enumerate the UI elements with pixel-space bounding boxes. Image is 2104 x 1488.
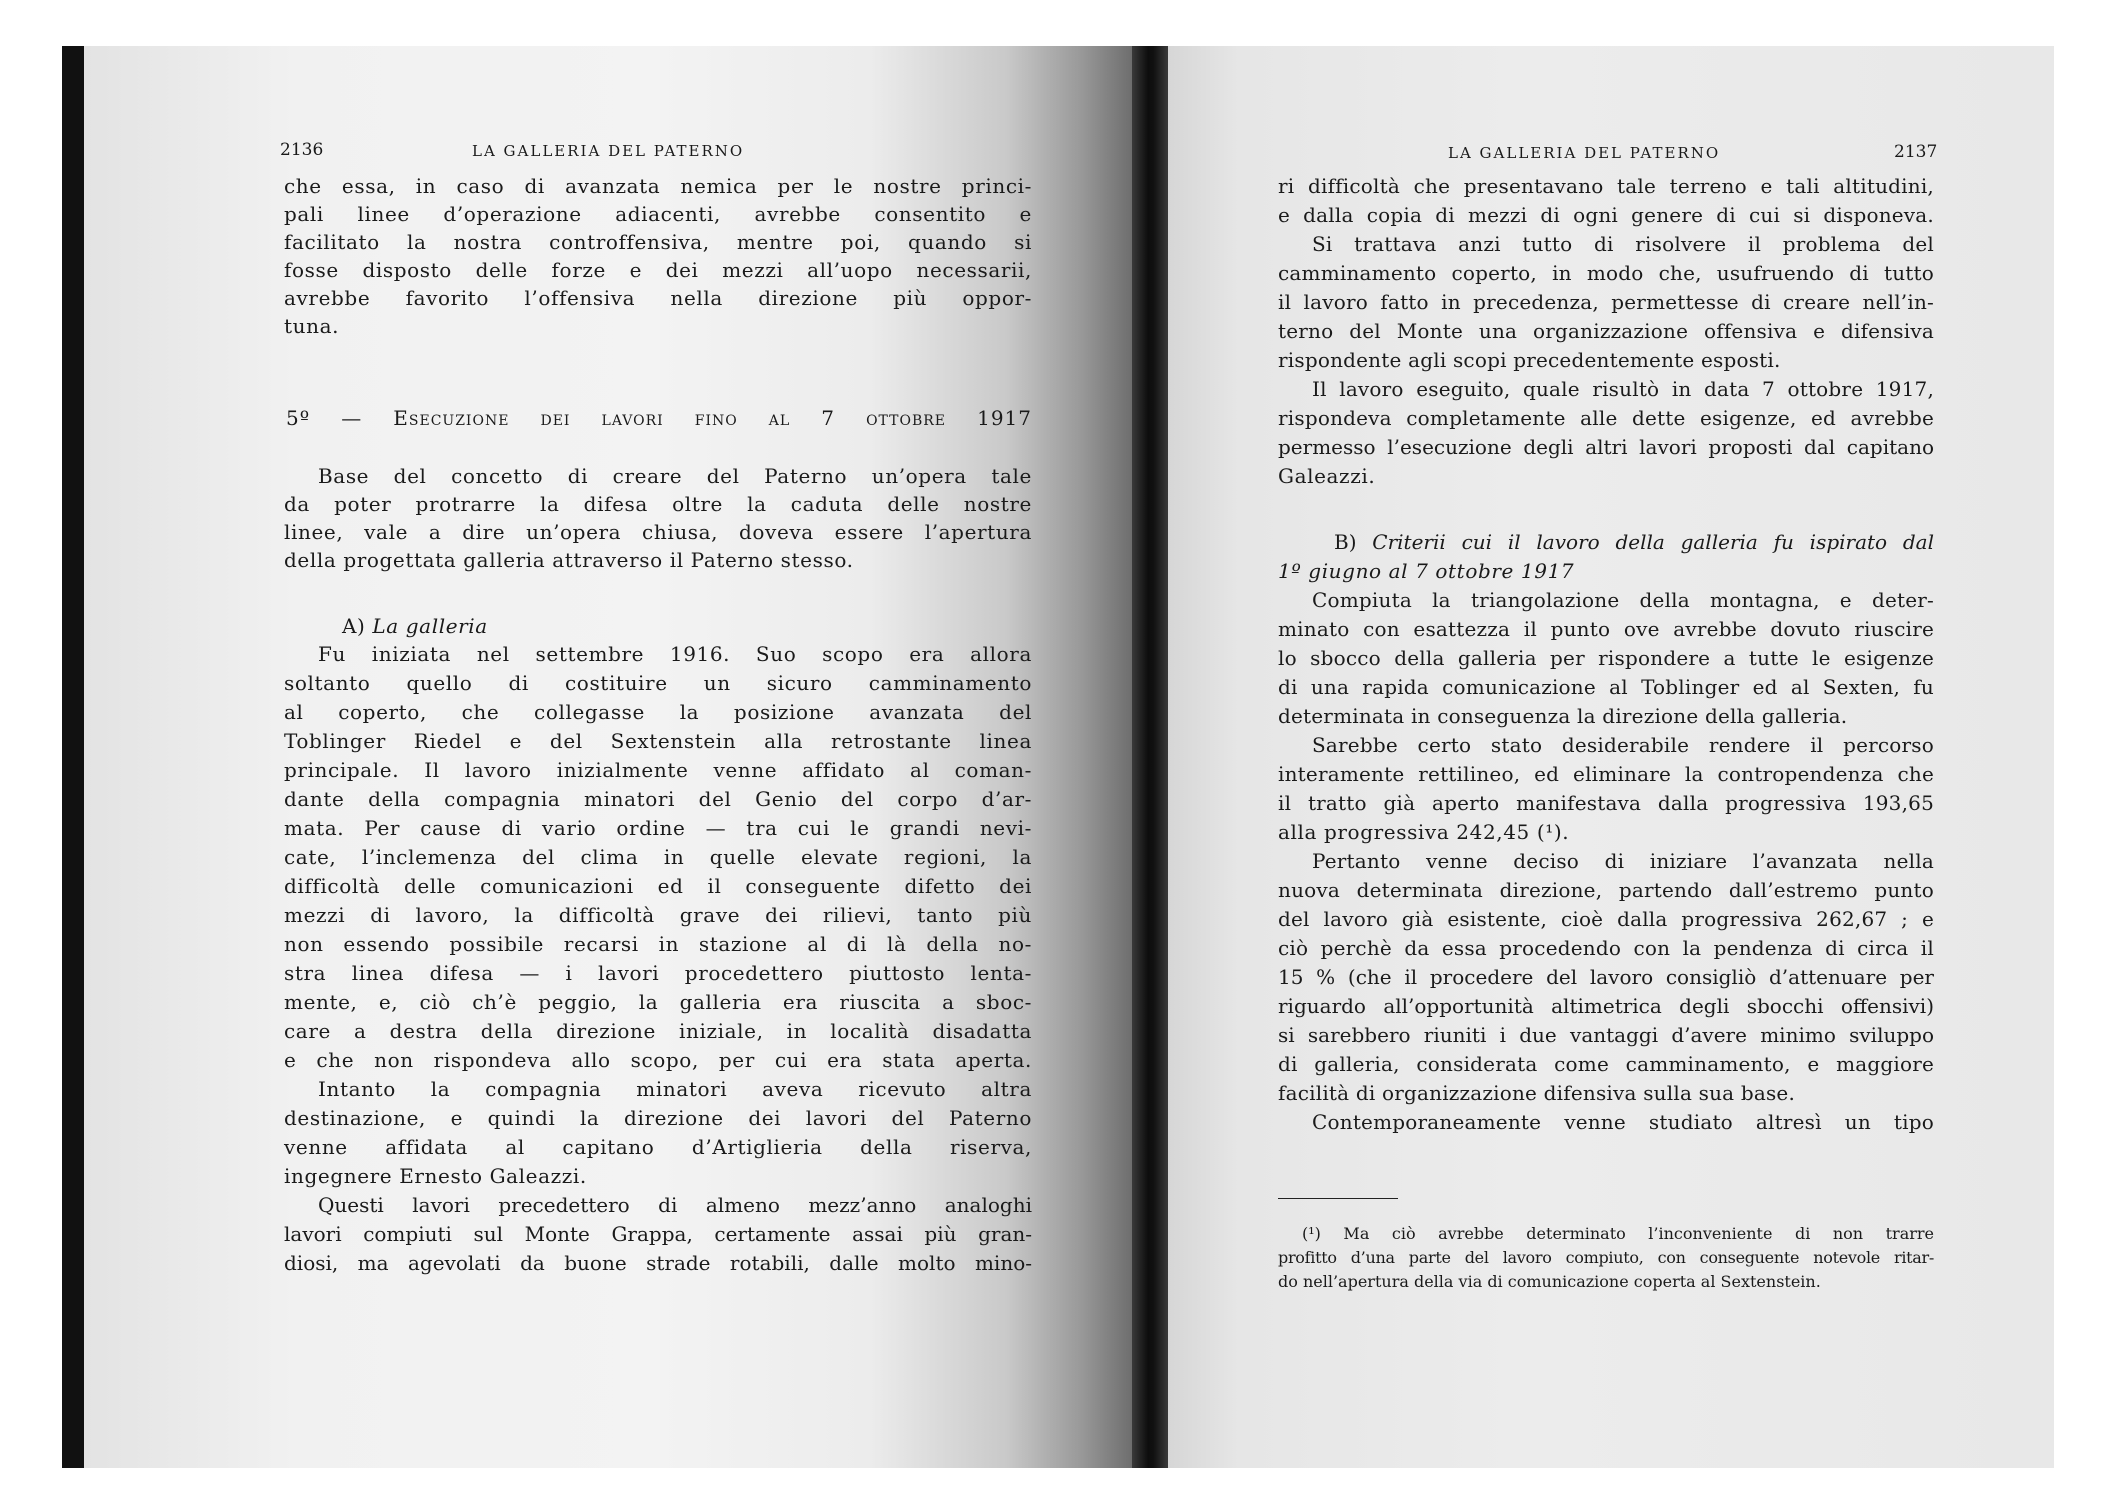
- text-line: avrebbe favorito l’offensiva nella direzione più oppor-: [284, 286, 1032, 310]
- text-line: il lavoro fatto in precedenza, permettesse di creare nell’in-: [1278, 290, 1934, 314]
- running-head: LA GALLERIA DEL PATERNO: [472, 142, 745, 160]
- text-line: rispondente agli scopi precedentemente esposti.: [1278, 348, 1781, 372]
- text-line: principale. Il lavoro inizialmente venne affidato al coman-: [284, 758, 1032, 782]
- footnote-line: do nell’apertura della via di comunicazione coperta al Sextenstein.: [1278, 1272, 1821, 1291]
- text-line: destinazione, e quindi la direzione dei lavori del Paterno: [284, 1106, 1032, 1130]
- book-gutter: [1132, 46, 1168, 1468]
- text-line: Intanto la compagnia minatori aveva ricevuto altra: [318, 1077, 1032, 1101]
- text-line: nuova determinata direzione, partendo dall’estremo punto: [1278, 878, 1934, 902]
- text-line: determinata in conseguenza la direzione della galleria.: [1278, 704, 1848, 728]
- text-line: permesso l’esecuzione degli altri lavori proposti dal capitano: [1278, 435, 1934, 459]
- text-line: difficoltà delle comunicazioni ed il conseguente difetto dei: [284, 874, 1032, 898]
- page-number: 2137: [1894, 142, 1938, 162]
- text-line: del lavoro già esistente, cioè dalla progressiva 262,67 ; e: [1278, 907, 1934, 931]
- text-line: si sarebbero riuniti i due vantaggi d’avere minimo sviluppo: [1278, 1023, 1934, 1047]
- text-line: Galeazzi.: [1278, 464, 1376, 488]
- left-page: [84, 46, 1132, 1468]
- scanned-book-spread: [62, 46, 2054, 1468]
- text-line: interamente rettilineo, ed eliminare la contropendenza che: [1278, 762, 1934, 786]
- text-line: pali linee d’operazione adiacenti, avrebbe consentito e: [284, 202, 1032, 226]
- text-line: di galleria, considerata come camminamento, e maggiore: [1278, 1052, 1934, 1076]
- text-line: Contemporaneamente venne studiato altresì un tipo: [1312, 1110, 1934, 1134]
- text-line: rispondeva completamente alle dette esigenze, ed avrebbe: [1278, 406, 1934, 430]
- text-line: Base del concetto di creare del Paterno un’opera tale: [318, 464, 1032, 488]
- text-line: Compiuta la triangolazione della montagna, e deter-: [1312, 588, 1934, 612]
- text-line: mente, e, ciò ch’è peggio, la galleria era riuscita a sboc-: [284, 990, 1032, 1014]
- running-head: LA GALLERIA DEL PATERNO: [1448, 144, 1721, 162]
- text-line: ciò perchè da essa procedendo con la pendenza di circa il: [1278, 936, 1934, 960]
- text-line: minato con esattezza il punto ove avrebbe dovuto riuscire: [1278, 617, 1934, 641]
- text-line: tuna.: [284, 314, 340, 338]
- subsection-label: A): [342, 614, 366, 638]
- text-line: soltanto quello di costituire un sicuro camminamento: [284, 671, 1032, 695]
- text-line: Sarebbe certo stato desiderabile rendere il percorso: [1312, 733, 1934, 757]
- subsection-label: B): [1334, 530, 1357, 554]
- text-line: mezzi di lavoro, la difficoltà grave dei rilievi, tanto più: [284, 903, 1032, 927]
- subsection-title-line: 1º giugno al 7 ottobre 1917: [1278, 559, 1575, 583]
- text-line: linee, vale a dire un’opera chiusa, doveva essere l’apertura: [284, 520, 1032, 544]
- section-heading: 5º — Esecuzione dei lavori fino al 7 ottobre 1917: [286, 406, 1032, 430]
- text-line: ingegnere Ernesto Galeazzi.: [284, 1164, 587, 1188]
- text-line: fosse disposto delle forze e dei mezzi all’uopo necessarii,: [284, 258, 1032, 282]
- text-line: camminamento coperto, in modo che, usufruendo di tutto: [1278, 261, 1934, 285]
- text-line: facilitato la nostra controffensiva, mentre poi, quando si: [284, 230, 1032, 254]
- right-page: [1168, 46, 2054, 1468]
- footnote-line: (¹) Ma ciò avrebbe determinato l’inconveniente di non trarre: [1302, 1224, 1934, 1243]
- text-line: terno del Monte una organizzazione offensiva e difensiva: [1278, 319, 1934, 343]
- text-line: lo sbocco della galleria per rispondere a tutte le esigenze: [1278, 646, 1934, 670]
- text-line: Si trattava anzi tutto di risolvere il problema del: [1312, 232, 1934, 256]
- text-line: Toblinger Riedel e del Sextenstein alla retrostante linea: [284, 729, 1032, 753]
- text-line: della progettata galleria attraverso il Paterno stesso.: [284, 548, 854, 572]
- text-line: di una rapida comunicazione al Toblinger ed al Sexten, fu: [1278, 675, 1934, 699]
- text-line: care a destra della direzione iniziale, in località disadatta: [284, 1019, 1032, 1043]
- text-line: Questi lavori precedettero di almeno mezz’anno analoghi: [318, 1193, 1032, 1217]
- page-number: 2136: [280, 140, 324, 160]
- text-line: dante della compagnia minatori del Genio del corpo d’ar-: [284, 787, 1032, 811]
- subsection-title-line: [1334, 530, 1934, 554]
- text-line: alla progressiva 242,45 (¹).: [1278, 820, 1570, 844]
- text-line: diosi, ma agevolati da buone strade rotabili, dalle molto mino-: [284, 1251, 1032, 1275]
- text-line: il tratto già aperto manifestava dalla progressiva 193,65: [1278, 791, 1934, 815]
- text-line: da poter protrarre la difesa oltre la caduta delle nostre: [284, 492, 1032, 516]
- text-line: ri difficoltà che presentavano tale terreno e tali altitudini,: [1278, 174, 1934, 198]
- text-line: Il lavoro eseguito, quale risultò in data 7 ottobre 1917,: [1312, 377, 1934, 401]
- text-line: che essa, in caso di avanzata nemica per le nostre princi-: [284, 174, 1032, 198]
- text-line: e dalla copia di mezzi di ogni genere di cui si disponeva.: [1278, 203, 1934, 227]
- text-line: 15 % (che il procedere del lavoro consigliò d’attenuare per: [1278, 965, 1934, 989]
- subsection-heading: [342, 614, 488, 638]
- text-line: Fu iniziata nel settembre 1916. Suo scopo era allora: [318, 642, 1032, 666]
- text-line: facilità di organizzazione difensiva sulla sua base.: [1278, 1081, 1796, 1105]
- text-line: Pertanto venne deciso di iniziare l’avanzata nella: [1312, 849, 1934, 873]
- text-line: al coperto, che collegasse la posizione avanzata del: [284, 700, 1032, 724]
- text-line: non essendo possibile recarsi in stazione al di là della no-: [284, 932, 1032, 956]
- text-line: stra linea difesa — i lavori procedettero piuttosto lenta-: [284, 961, 1032, 985]
- footnote-rule: [1278, 1198, 1398, 1199]
- text-line: mata. Per cause di vario ordine — tra cui le grandi nevi-: [284, 816, 1032, 840]
- text-line: e che non rispondeva allo scopo, per cui era stata aperta.: [284, 1048, 1032, 1072]
- text-line: lavori compiuti sul Monte Grappa, certamente assai più gran-: [284, 1222, 1032, 1246]
- footnote-line: profitto d’una parte del lavoro compiuto, con conseguente notevole ritar-: [1278, 1248, 1934, 1267]
- subsection-title: Criterii cui il lavoro della galleria fu ispirato dal: [1372, 530, 1934, 554]
- subsection-title: La galleria: [372, 614, 488, 638]
- text-line: cate, l’inclemenza del clima in quelle elevate regioni, la: [284, 845, 1032, 869]
- text-line: riguardo all’opportunità altimetrica degli sbocchi offensivi): [1278, 994, 1934, 1018]
- text-line: venne affidata al capitano d’Artiglieria della riserva,: [284, 1135, 1032, 1159]
- scan-dark-edge: [62, 46, 84, 1468]
